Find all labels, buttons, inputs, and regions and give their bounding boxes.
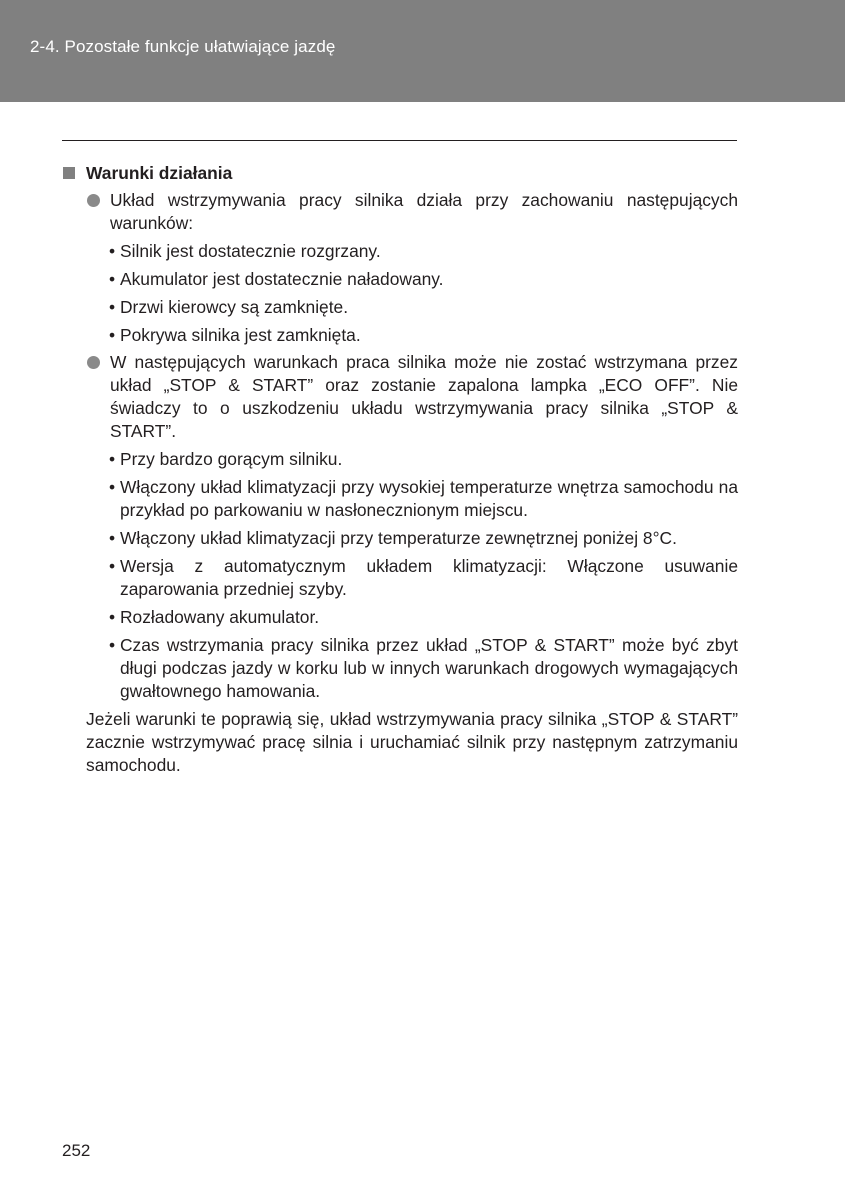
circle-bullet-icon	[87, 194, 100, 207]
section-heading-text: Warunki działania	[86, 163, 233, 183]
closing-paragraph: Jeżeli warunki te poprawią się, układ wstrzymywania pracy silnika „STOP & START” zacznie wstrzymywać pracę silnia i uruchamiać silnik przy następnym zatrzymaniu samochodu.	[86, 709, 738, 775]
sub-list-item-text: Drzwi kierowcy są zamknięte.	[120, 297, 349, 317]
page-number: 252	[62, 1141, 91, 1160]
sub-list-item-text: Włączony układ klimatyzacji przy wysokiej temperaturze wnętrza samochodu na przykład po parkowaniu w nasłonecznionym miejscu.	[120, 477, 738, 520]
sub-list-item-text: Włączony układ klimatyzacji przy temperaturze zewnętrznej poniżej 8°C.	[120, 528, 677, 548]
sub-list	[62, 240, 738, 347]
bullet-icon: •	[109, 241, 116, 261]
sub-list-item-text: Przy bardzo gorącym silniku.	[120, 449, 343, 469]
list-item-text: Układ wstrzymywania pracy silnika działa przy zachowaniu następujących warunków:	[110, 190, 738, 233]
sub-list-item	[62, 555, 738, 601]
bullet-icon: •	[109, 449, 116, 469]
header-band	[0, 0, 845, 102]
sub-list-item-text: Akumulator jest dostatecznie naładowany.	[120, 269, 444, 289]
list-item	[62, 351, 738, 443]
sub-list-item-text: Czas wstrzymania pracy silnika przez układ „STOP & START” może być zbyt długi podczas jazdy w korku lub w innych warunkach drogowych wymagających gwałtownego hamowania.	[120, 635, 738, 701]
bullet-icon: •	[109, 297, 116, 317]
divider-line	[62, 140, 737, 141]
chapter-title: 2-4. Pozostałe funkcje ułatwiające jazdę	[30, 37, 336, 56]
bullet-icon: •	[109, 607, 116, 627]
sub-list-item	[62, 606, 738, 629]
section-heading	[62, 162, 738, 185]
bullet-icon: •	[109, 635, 116, 655]
sub-list-item	[62, 448, 738, 471]
sub-list	[62, 448, 738, 703]
sub-list-item	[62, 476, 738, 522]
bullet-icon: •	[109, 269, 116, 289]
sub-list-item	[62, 634, 738, 703]
bullet-icon: •	[109, 325, 116, 345]
list-item-text: W następujących warunkach praca silnika może nie zostać wstrzymana przez układ „STOP & START” oraz zostanie zapalona lampka „ECO OFF”. Nie świadczy to o uszkodzeniu układu wstrzymywania pracy silnika „STOP & START”.	[110, 352, 738, 441]
bullet-icon: •	[109, 528, 116, 548]
circle-bullet-icon	[87, 356, 100, 369]
sub-list-item-text: Rozładowany akumulator.	[120, 607, 320, 627]
square-bullet-icon	[63, 167, 75, 179]
sub-list-item	[62, 240, 738, 263]
sub-list-item-text: Silnik jest dostatecznie rozgrzany.	[120, 241, 381, 261]
sub-list-item	[62, 324, 738, 347]
sub-list-item-text: Wersja z automatycznym układem klimatyzacji: Włączone usuwanie zaparowania przedniej szyby.	[120, 556, 738, 599]
sub-list-item	[62, 268, 738, 291]
sub-list-item-text: Pokrywa silnika jest zamknięta.	[120, 325, 361, 345]
bullet-icon: •	[109, 477, 116, 497]
bullet-icon: •	[109, 556, 116, 576]
sub-list-item	[62, 527, 738, 550]
main-content	[62, 162, 738, 777]
list-item	[62, 189, 738, 235]
sub-list-item	[62, 296, 738, 319]
